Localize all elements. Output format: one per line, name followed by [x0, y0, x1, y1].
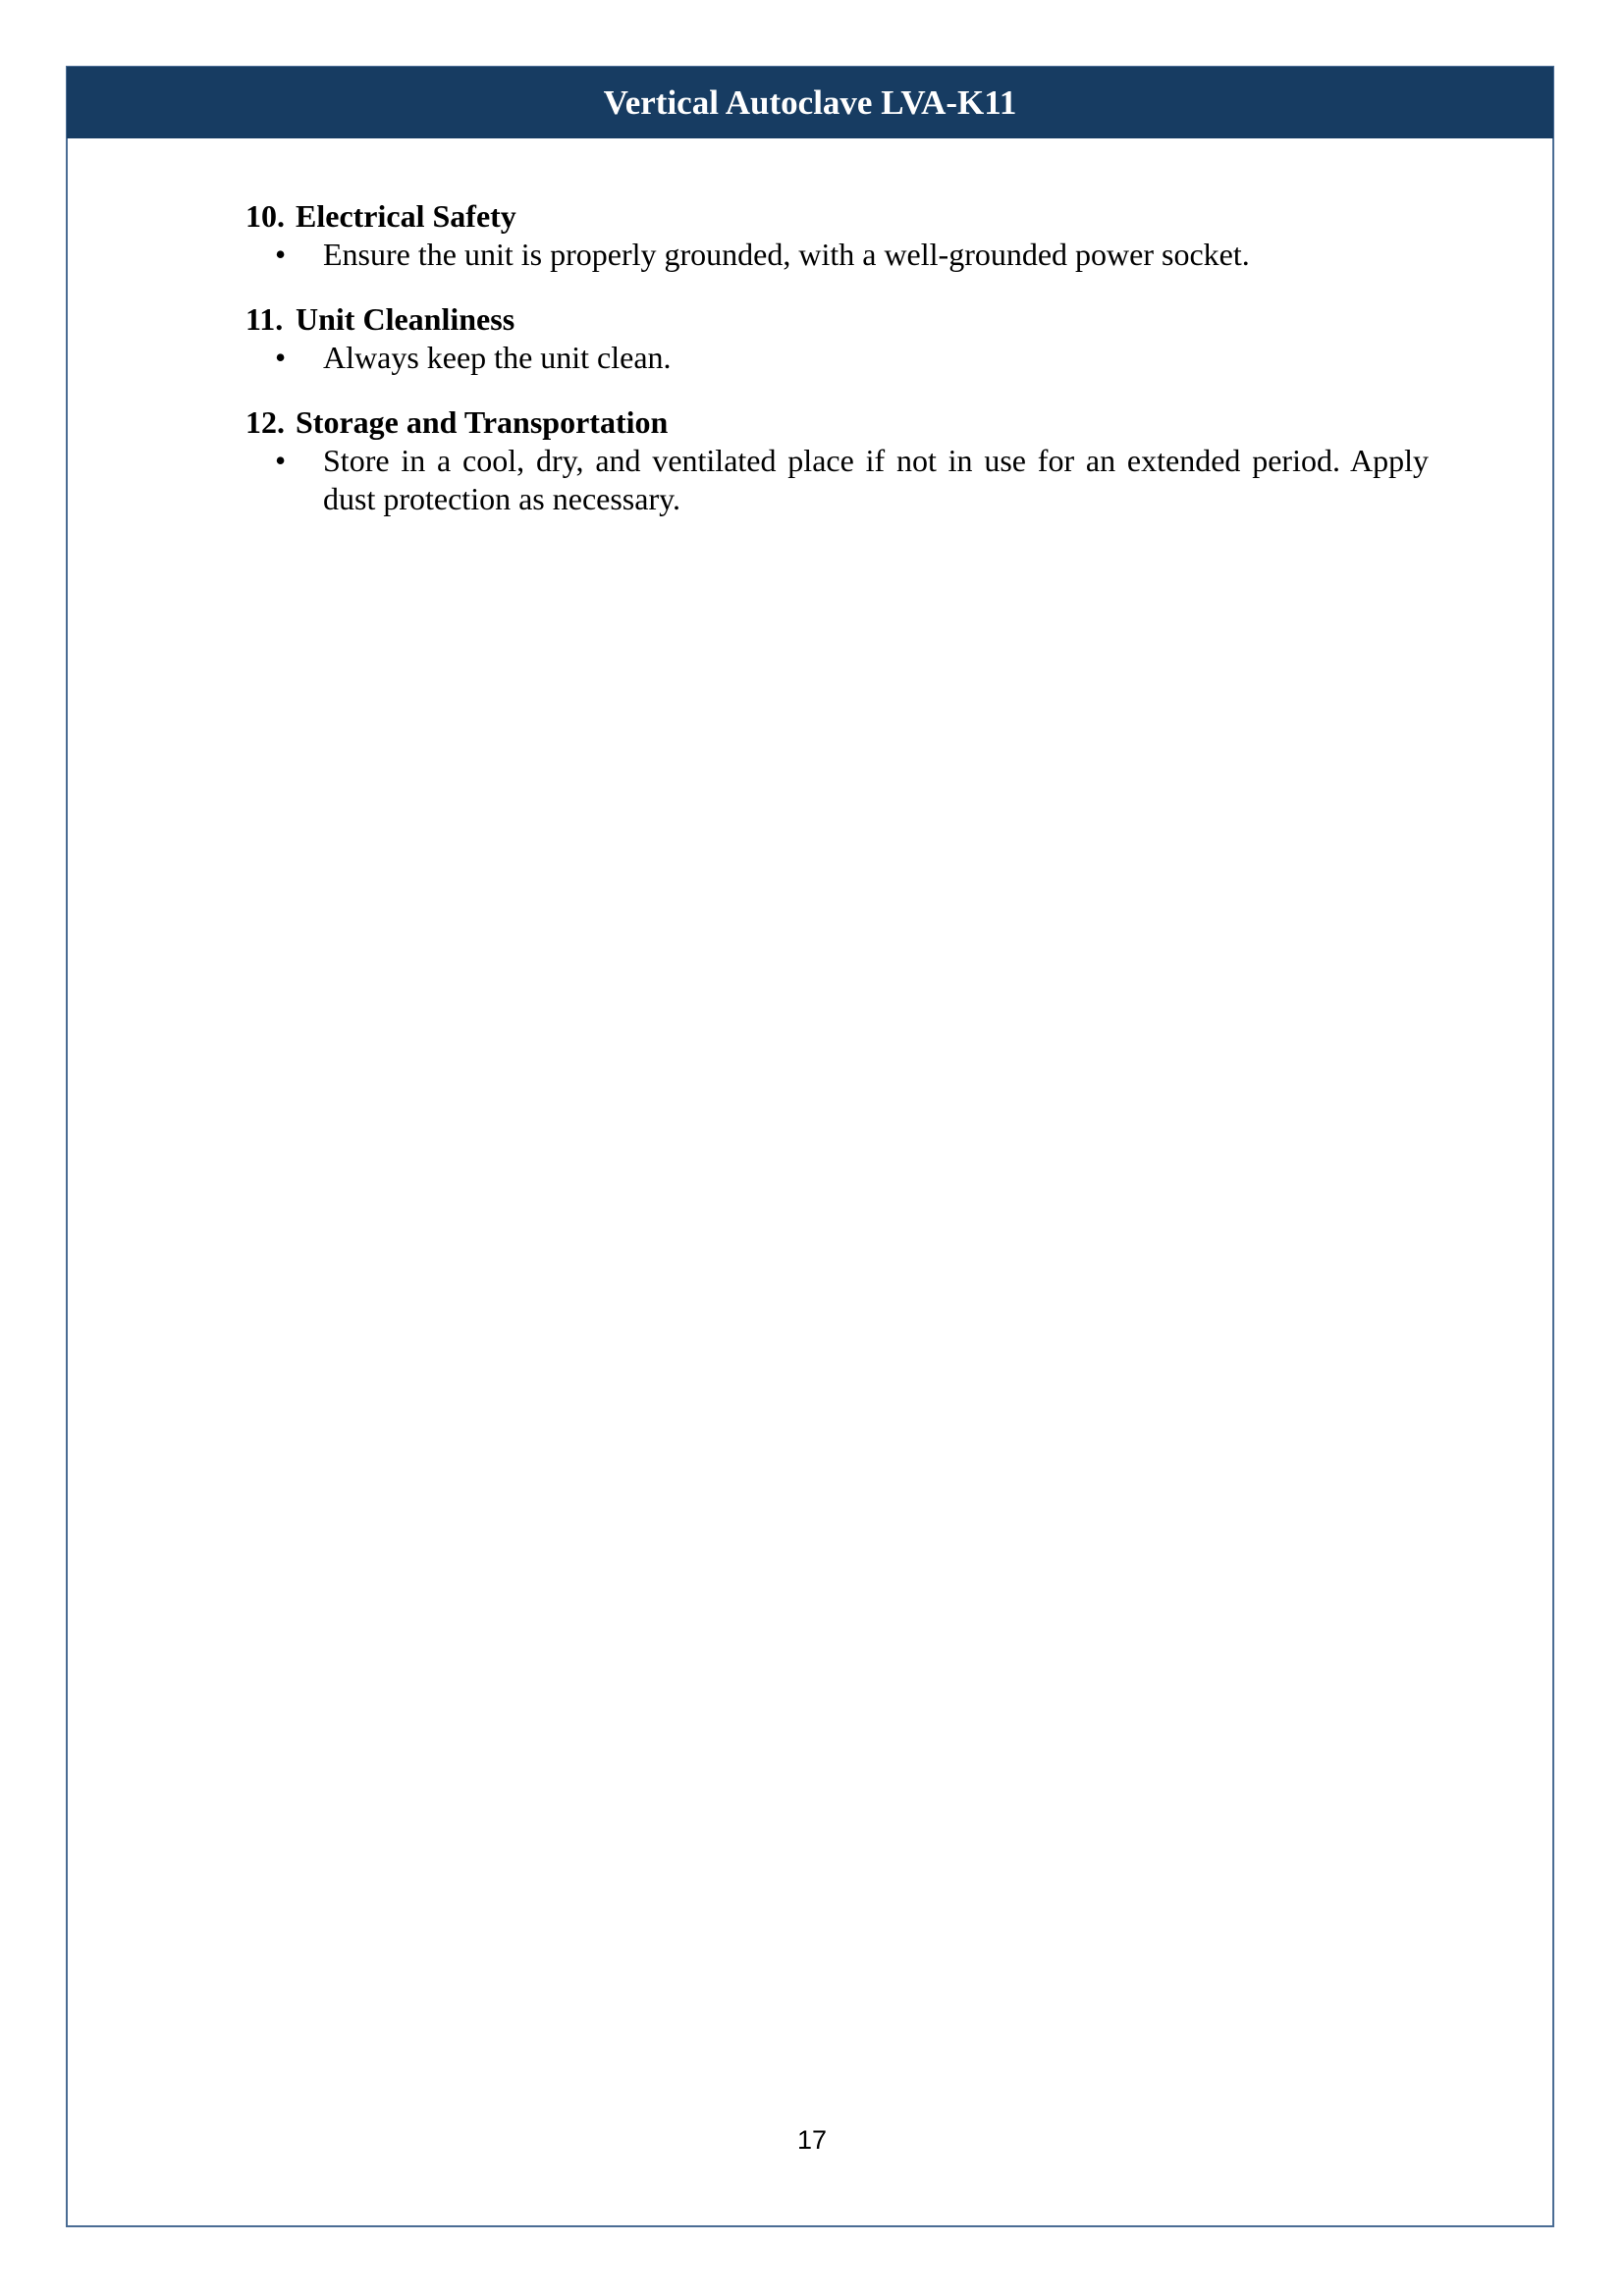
section-heading [245, 299, 1429, 339]
section-title: Storage and Transportation [296, 404, 669, 440]
list-item-text: Ensure the unit is properly grounded, with a well-grounded power socket. [323, 237, 1250, 272]
section-title: Unit Cleanliness [296, 301, 515, 337]
section-number: 10. [245, 198, 285, 234]
list-item [245, 442, 1429, 518]
section-number: 12. [245, 404, 285, 440]
header-title: Vertical Autoclave LVA-K11 [603, 83, 1017, 122]
list-item-text: Always keep the unit clean. [323, 340, 672, 375]
section-electrical-safety [245, 196, 1429, 274]
list-item [245, 236, 1429, 274]
bullet-icon: • [275, 340, 287, 375]
section-number: 11. [245, 301, 284, 337]
page-header [67, 67, 1553, 138]
list-item-text: Store in a cool, dry, and ventilated place if not in use for an extended period. Apply dust protection as necessary. [323, 443, 1429, 516]
bullet-icon: • [275, 237, 287, 272]
section-unit-cleanliness [245, 299, 1429, 377]
page-number: 17 [796, 2125, 828, 2155]
section-heading [245, 402, 1429, 442]
document-body [245, 196, 1429, 544]
list-item [245, 339, 1429, 377]
bullet-icon: • [275, 443, 287, 478]
section-title: Electrical Safety [296, 198, 516, 234]
section-heading [245, 196, 1429, 236]
section-storage-transportation [245, 402, 1429, 518]
